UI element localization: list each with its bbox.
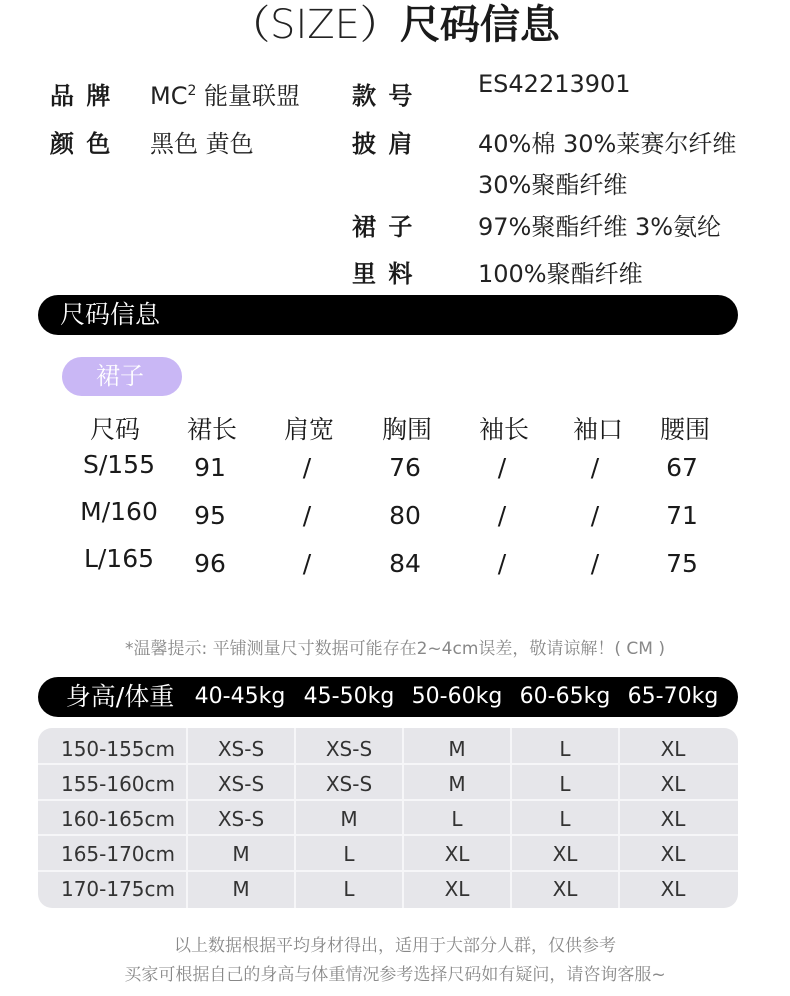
style-label: 款 号	[352, 82, 415, 110]
size-cell: L	[559, 737, 571, 761]
size-cell: L/165	[83, 544, 155, 573]
size-cell: M	[232, 842, 250, 866]
weight-range: 50-60kg	[411, 684, 503, 709]
size-cell: /	[497, 549, 507, 578]
recommend-header-label: 身高/体重	[65, 682, 175, 711]
size-cell: /	[302, 549, 312, 578]
size-cell: M/160	[80, 497, 158, 526]
size-cell: M	[340, 807, 358, 831]
size-cell: 76	[389, 453, 421, 482]
footer-line-1: 以上数据根据平均身材得出，适用于大部分人群，仅供参考	[174, 936, 616, 956]
size-cell: M	[448, 772, 466, 796]
size-cell: M	[448, 737, 466, 761]
size-cell: 95	[194, 501, 226, 530]
size-cell: /	[497, 501, 507, 530]
title-en: （SIZE）	[230, 2, 400, 48]
brand-label: 品 牌	[50, 82, 113, 110]
height-cell: 150-155cm	[60, 737, 176, 761]
size-cell: XL	[660, 842, 686, 866]
lining-value: 100%聚酯纤维	[478, 260, 643, 288]
size-header: 尺码	[89, 415, 140, 444]
weight-range: 45-50kg	[303, 684, 395, 709]
shawl-value-line1: 40%棉 30%莱赛尔纤维	[478, 130, 737, 158]
size-cell: L	[559, 807, 571, 831]
size-cell: 75	[666, 549, 698, 578]
size-cell: /	[590, 453, 600, 482]
size-header: 袖长	[478, 415, 529, 444]
size-cell: XS-S	[217, 807, 265, 831]
size-cell: XS-S	[217, 772, 265, 796]
size-cell: XL	[552, 877, 578, 901]
skirt-category-pill: 裙子	[62, 357, 182, 396]
size-header: 肩宽	[283, 415, 334, 444]
size-cell: XL	[552, 842, 578, 866]
skirt-value: 97%聚酯纤维 3%氨纶	[478, 213, 722, 241]
size-cell: /	[590, 501, 600, 530]
size-cell: 84	[389, 549, 421, 578]
weight-range: 65-70kg	[627, 684, 719, 709]
size-cell: XL	[660, 807, 686, 831]
size-header: 袖口	[572, 415, 623, 444]
lining-label: 里 料	[352, 260, 415, 288]
size-cell: XL	[444, 842, 470, 866]
table-row	[38, 800, 738, 835]
height-cell: 160-165cm	[60, 807, 176, 831]
brand-value-sup: 2	[187, 83, 197, 99]
style-value: ES42213901	[478, 70, 631, 98]
height-cell: 170-175cm	[60, 877, 176, 901]
table-row	[38, 765, 738, 800]
color-value: 黑色 黄色	[150, 130, 254, 158]
size-cell: 80	[389, 501, 421, 530]
table-row	[38, 730, 738, 765]
weight-range: 60-65kg	[519, 684, 611, 709]
size-section-title: 尺码信息	[60, 300, 161, 329]
brand-value-prefix: MC	[150, 82, 188, 110]
size-cell: 67	[666, 453, 698, 482]
size-cell: M	[232, 877, 250, 901]
size-cell: S/155	[82, 450, 155, 479]
size-cell: L	[343, 877, 355, 901]
brand-value-suffix: 能量联盟	[196, 82, 301, 110]
size-cell: XS-S	[325, 737, 373, 761]
size-cell: XS-S	[325, 772, 373, 796]
size-recommend-grid	[38, 728, 738, 908]
weight-range: 40-45kg	[194, 684, 286, 709]
size-cell: /	[302, 453, 312, 482]
table-row	[38, 835, 738, 870]
size-header: 胸围	[381, 415, 432, 444]
size-header: 裙长	[186, 415, 237, 444]
table-row	[38, 870, 738, 905]
size-cell: L	[451, 807, 463, 831]
size-header: 腰围	[659, 415, 710, 444]
height-cell: 165-170cm	[60, 842, 176, 866]
size-cell: /	[302, 501, 312, 530]
page-title	[0, 2, 790, 48]
shawl-value-line2: 30%聚酯纤维	[478, 171, 628, 199]
size-cell: XL	[660, 737, 686, 761]
size-cell: XL	[660, 877, 686, 901]
skirt-label: 裙 子	[352, 213, 415, 241]
size-cell: 71	[666, 501, 698, 530]
size-cell: XL	[660, 772, 686, 796]
size-cell: /	[497, 453, 507, 482]
size-cell: XL	[444, 877, 470, 901]
title-cn: 尺码信息	[399, 2, 560, 48]
shawl-label: 披 肩	[352, 130, 415, 158]
footer-line-2: 买家可根据自己的身高与体重情况参考选择尺码如有疑问，请咨询客服~	[124, 965, 666, 985]
color-label: 颜 色	[50, 130, 113, 158]
size-cell: 96	[194, 549, 226, 578]
height-cell: 155-160cm	[60, 772, 176, 796]
size-cell: /	[590, 549, 600, 578]
brand-value	[150, 76, 300, 111]
size-cell: L	[559, 772, 571, 796]
size-cell: XS-S	[217, 737, 265, 761]
size-cell: 91	[194, 453, 226, 482]
measurement-tip: *温馨提示: 平铺测量尺寸数据可能存在2~4cm误差，敬请谅解！( CM )	[124, 639, 666, 659]
size-cell: L	[343, 842, 355, 866]
